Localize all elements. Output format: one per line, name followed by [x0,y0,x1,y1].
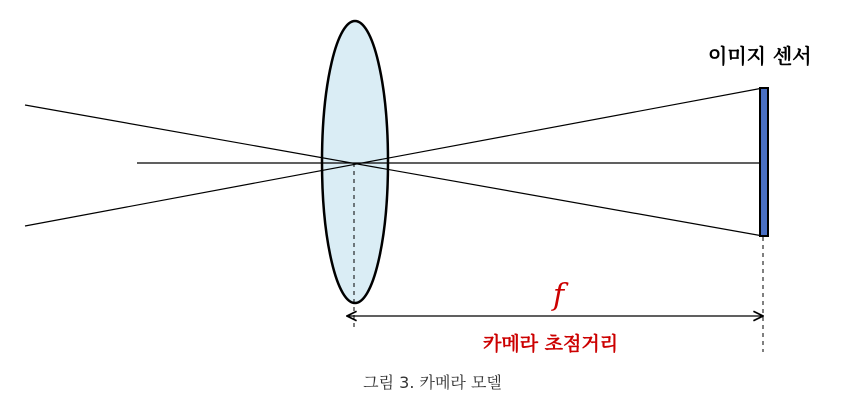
focal-length-label: 카메라 초점거리 [483,333,619,355]
focal-length-symbol: f [553,278,565,313]
light-ray-lower [25,88,763,226]
light-ray-upper [25,105,763,236]
image-sensor [760,88,768,236]
figure-caption: 그림 3. 카메라 모델 [363,373,502,392]
lens [322,21,388,303]
image-sensor-label: 이미지 센서 [708,44,812,68]
